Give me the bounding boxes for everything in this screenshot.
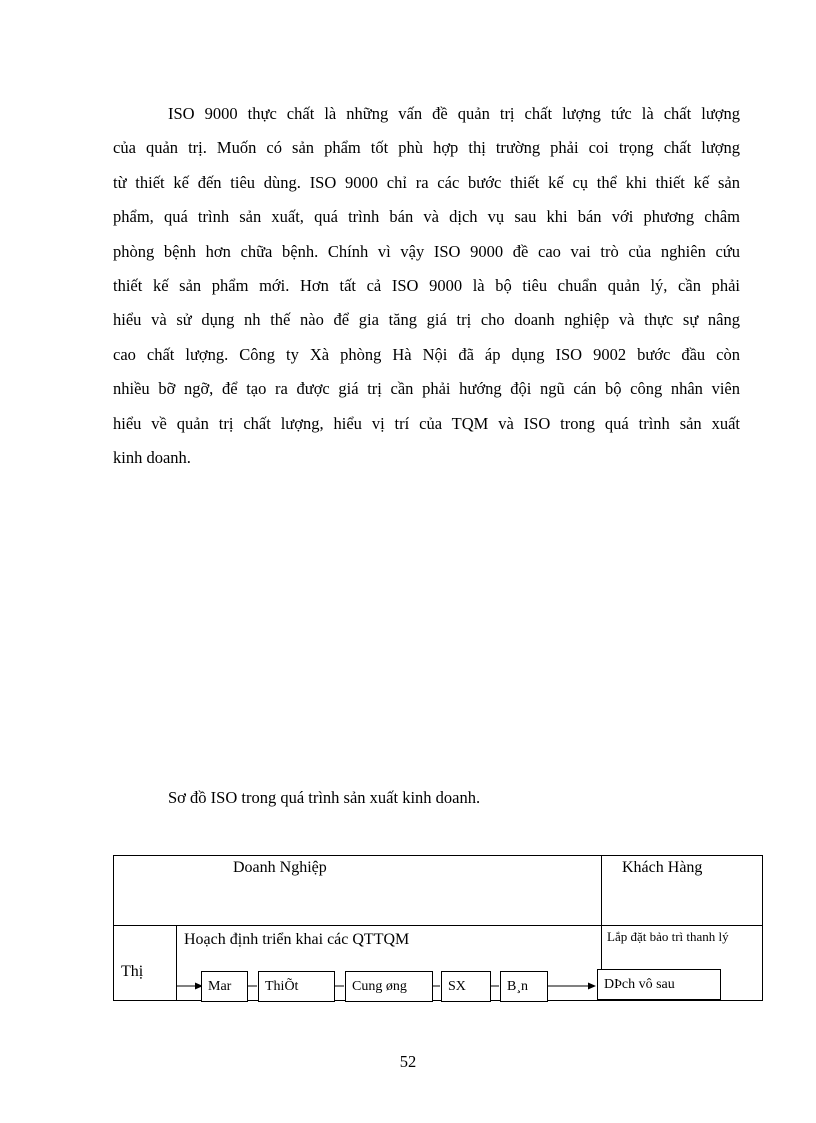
paragraph-line: của quản trị. Muốn có sản phẩm tốt phù hợp thị trường phải coi trọng chất lượng	[113, 138, 740, 158]
step-after-sales: DÞch vô sau	[597, 969, 721, 1000]
step-cung-ung: Cung øng	[345, 971, 433, 1002]
paragraph-line: nhiều bỡ ngỡ, để tạo ra được giá trị cần phải hướng đội ngũ cán bộ công nhân viên	[113, 379, 740, 399]
paragraph-line: phẩm, quá trình sản xuất, quá trình bán và dịch vụ sau khi bán với phương châm	[113, 207, 740, 227]
paragraph-line: ISO 9000 thực chất là những vấn đề quản trị chất lượng tức là chất lượng	[168, 104, 740, 123]
paragraph-line: hiểu về quản trị chất lượng, hiểu vị trí của TQM và ISO trong quá trình sản xuất	[113, 413, 740, 433]
step-ban: B¸n	[500, 971, 548, 1002]
paragraph-line: từ thiết kế đến tiêu dùng. ISO 9000 chỉ ra các bước thiết kế cụ thể khi thiết kế sản	[113, 172, 740, 192]
market-label: Thị	[121, 963, 144, 980]
customer-service-label: Lắp đặt bảo trì thanh lý	[607, 929, 729, 944]
header-enterprise: Doanh Nghiệp	[233, 859, 327, 876]
paragraph-line: hiểu và sử dụng nh thế nào để gia tăng giá trị cho doanh nghiệp và thực sự nâng	[113, 310, 740, 330]
paragraph-line: kinh doanh.	[113, 448, 191, 468]
header-customer: Khách Hàng	[622, 859, 703, 876]
paragraph-line: cao chất lượng. Công ty Xà phòng Hà Nội đã áp dụng ISO 9002 bước đầu còn	[113, 344, 740, 364]
iso-process-diagram	[113, 855, 763, 1001]
page-number: 52	[399, 1052, 417, 1071]
step-thiet: ThiÕt	[258, 971, 335, 1002]
diagram-caption: Sơ đồ ISO trong quá trình sản xuất kinh doanh.	[168, 788, 481, 807]
planning-label: Hoạch định triển khai các QTTQM	[184, 931, 410, 948]
arrowhead-after-sales	[588, 983, 596, 990]
body-paragraph	[113, 97, 740, 475]
step-sx: SX	[441, 971, 491, 1002]
paragraph-line: phòng bệnh hơn chữa bệnh. Chính vì vậy ISO 9000 đề cao vai trò của nghiên cứu	[113, 241, 740, 261]
paragraph-line: thiết kế sản phẩm mới. Hơn tất cả ISO 9000 là bộ tiêu chuẩn quản lý, cần phải	[113, 276, 740, 296]
step-mar: Mar	[201, 971, 248, 1002]
